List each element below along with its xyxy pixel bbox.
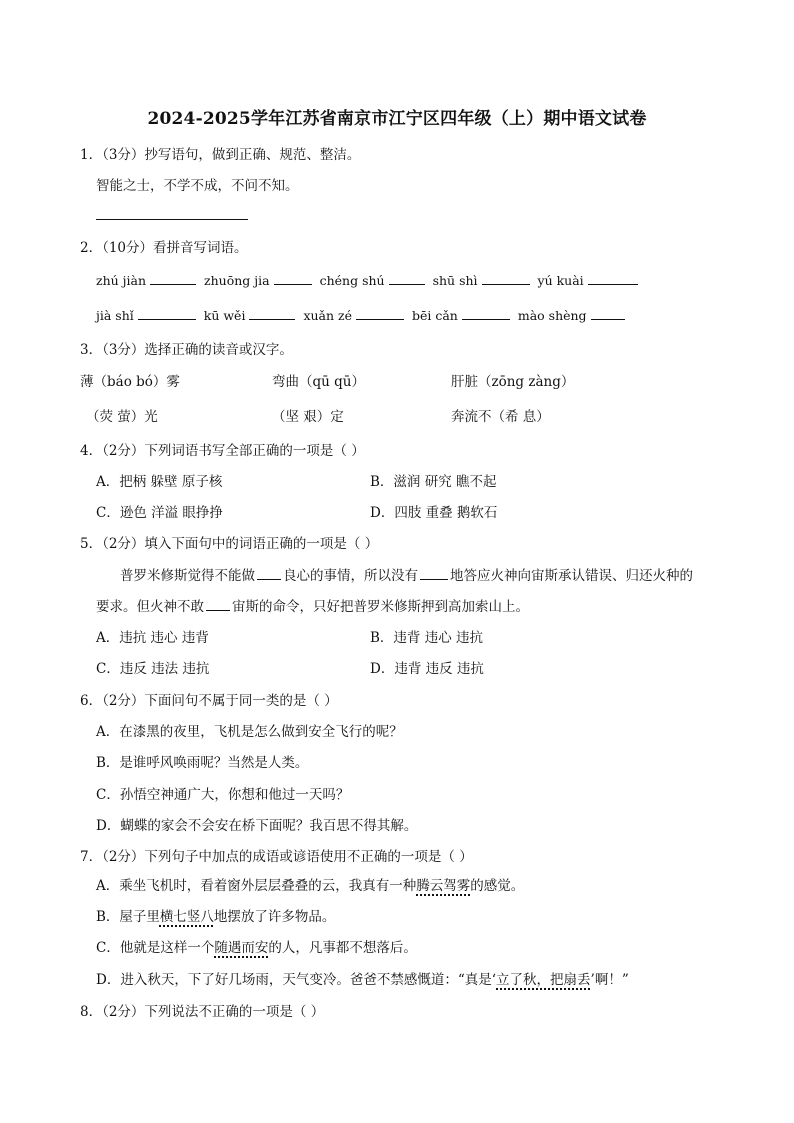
pinyin: jià shǐ <box>96 308 134 323</box>
question-number: 2． <box>80 240 103 256</box>
pinyin: zhuōng jia <box>204 273 270 288</box>
option-c[interactable] <box>96 939 417 957</box>
answer-blank[interactable] <box>389 272 425 285</box>
passage-text: 普罗米修斯觉得不能做 <box>120 568 255 584</box>
passage-text: 良心的事情，所以没有 <box>283 568 418 584</box>
question-2-stem <box>80 239 248 257</box>
passage-line-1 <box>120 567 693 585</box>
option-text: A．乘坐飞机时，看着窗外层层叠叠的云，我真有一种 <box>96 878 417 894</box>
answer-blank[interactable] <box>356 307 404 320</box>
option-c[interactable]: C．孙悟空神通广大，你想和他过一天吗？ <box>96 787 350 803</box>
passage-line-2 <box>96 598 529 616</box>
option-a[interactable]: A．把柄 躲壁 原子核 <box>96 474 223 490</box>
question-number: 1． <box>80 147 103 163</box>
question-text: （2分）填入下面句中的词语正确的一项是（ ） <box>102 536 379 552</box>
option-text: ’啊！” <box>590 972 629 988</box>
pinyin: mào shèng <box>517 308 587 323</box>
question-number: 6． <box>80 693 103 709</box>
dotted-phrase: 腾云驾雾 <box>416 878 471 894</box>
answer-blank[interactable] <box>257 567 281 580</box>
answer-blank[interactable] <box>420 567 448 580</box>
question-number: 5． <box>80 536 103 552</box>
answer-blank[interactable] <box>150 272 196 285</box>
question-text: （3分）选择正确的读音或汉字。 <box>102 342 293 358</box>
pinyin-row-2 <box>96 307 629 325</box>
answer-blank[interactable] <box>482 272 530 285</box>
answer-blank[interactable] <box>462 307 510 320</box>
pinyin: shū shì <box>432 273 478 288</box>
answer-line[interactable] <box>96 219 248 220</box>
option-text: D．进入秋天，下了好几场雨，天气变冷。爸爸不禁感慨道：“真是‘ <box>96 972 497 988</box>
option-text: B．屋子里 <box>96 909 160 925</box>
pinyin: xuǎn zé <box>303 308 352 323</box>
option-a[interactable]: A．违抗 违心 违背 <box>96 630 209 646</box>
choice-item: 奔流不（希 息） <box>451 409 550 425</box>
question-1-stem <box>80 146 360 164</box>
pinyin: kū wěi <box>203 308 246 323</box>
option-a[interactable]: A．在漆黑的夜里，飞机是怎么做到安全飞行的呢？ <box>96 724 403 740</box>
option-c[interactable]: C．违反 违法 违抗 <box>96 661 210 677</box>
option-d[interactable]: D．违背 违反 违抗 <box>370 661 484 677</box>
option-text: C．他就是这样一个 <box>96 940 215 956</box>
choice-item: （坚 艰）定 <box>272 409 344 425</box>
option-d[interactable] <box>96 971 629 989</box>
option-b[interactable]: B．违背 违心 违抗 <box>370 630 484 646</box>
question-text: （3分）抄写语句，做到正确、规范、整洁。 <box>102 147 361 163</box>
question-text: （2分）下列说法不正确的一项是（ ） <box>102 1004 325 1020</box>
option-b[interactable]: B．滋润 研究 瞧不起 <box>370 474 497 490</box>
choice-item: 薄（báo bó）雾 <box>80 374 180 390</box>
dotted-phrase: 随遇而安 <box>214 940 269 956</box>
pinyin: bēi cǎn <box>411 308 458 323</box>
choice-item: （荧 萤）光 <box>86 409 158 425</box>
question-text: （2分）下面问句不属于同一类的是（ ） <box>102 693 338 709</box>
dotted-phrase: 立了秋，把扇丢 <box>496 972 591 988</box>
question-7-stem <box>80 848 473 866</box>
answer-blank[interactable] <box>588 272 638 285</box>
question-number: 3． <box>80 342 103 358</box>
dotted-phrase: 横七竖八 <box>159 909 214 925</box>
answer-blank[interactable] <box>591 307 625 320</box>
question-3-stem <box>80 341 293 359</box>
option-text: 地摆放了许多物品。 <box>213 909 336 925</box>
answer-blank[interactable] <box>206 598 230 611</box>
option-text: 的人，凡事都不想落后。 <box>268 940 417 956</box>
passage-text: 地答应火神向宙斯承认错误、归还火种的 <box>450 568 693 584</box>
answer-blank[interactable] <box>274 272 312 285</box>
question-4-stem <box>80 442 365 460</box>
passage-text: 要求。但火神不敢 <box>96 599 204 615</box>
choice-item: 肝脏（zōng zàng） <box>451 374 575 390</box>
page-title: 2024-2025学年江苏省南京市江宁区四年级（上）期中语文试卷 <box>147 109 647 129</box>
pinyin: yú kuài <box>537 273 584 288</box>
question-5-stem <box>80 535 378 553</box>
copy-sentence: 智能之士，不学不成，不问不知。 <box>96 178 299 194</box>
question-8-stem <box>80 1003 324 1021</box>
option-d[interactable]: D．蝴蝶的家会不会安在桥下面呢？我百思不得其解。 <box>96 818 418 834</box>
option-a[interactable] <box>96 877 524 895</box>
pinyin: chéng shú <box>319 273 385 288</box>
answer-blank[interactable] <box>138 307 196 320</box>
option-c[interactable]: C．逊色 洋溢 眼挣挣 <box>96 505 223 521</box>
option-text: 的感觉。 <box>470 878 525 894</box>
question-number: 8． <box>80 1004 103 1020</box>
choice-item: 弯曲（qū qū） <box>272 374 365 390</box>
question-text: （2分）下列词语书写全部正确的一项是（ ） <box>102 443 365 459</box>
question-text: （10分）看拼音写词语。 <box>102 240 248 256</box>
pinyin: zhú jiàn <box>96 273 147 288</box>
question-6-stem <box>80 692 338 710</box>
option-b[interactable]: B．是谁呼风唤雨呢？当然是人类。 <box>96 755 309 771</box>
answer-blank[interactable] <box>249 307 295 320</box>
question-number: 4． <box>80 443 103 459</box>
option-d[interactable]: D．四肢 重叠 鹅软石 <box>370 505 498 521</box>
question-number: 7． <box>80 849 103 865</box>
option-b[interactable] <box>96 908 335 926</box>
question-text: （2分）下列句子中加点的成语或谚语使用不正确的一项是（ ） <box>102 849 473 865</box>
passage-text: 宙斯的命令，只好把普罗米修斯押到高加索山上。 <box>232 599 529 615</box>
pinyin-row-1 <box>96 272 642 290</box>
